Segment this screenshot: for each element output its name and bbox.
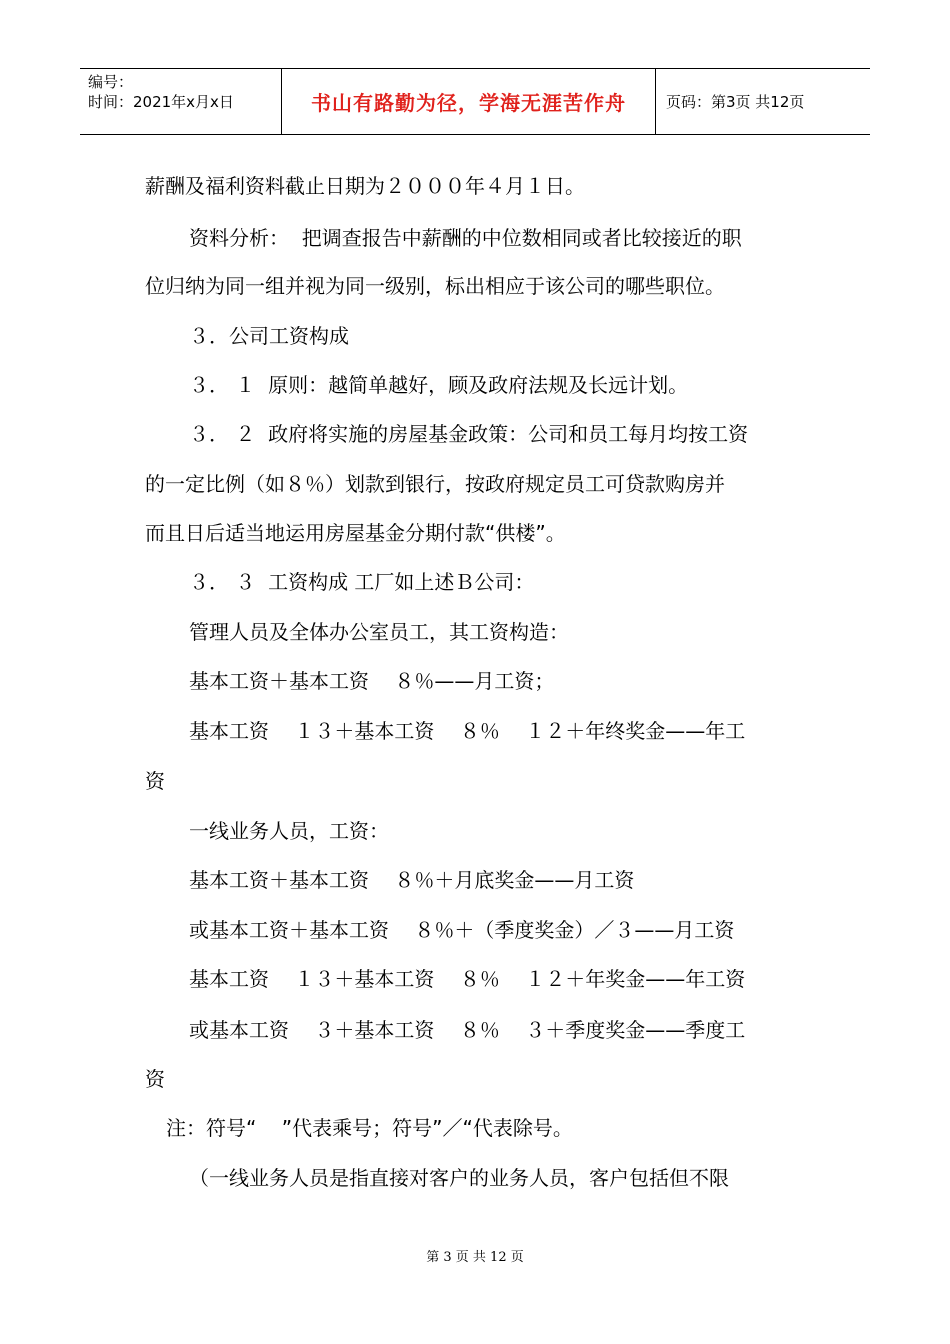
body-line: 薪酬及福利资料截止日期为２０００年４月１日。: [145, 174, 585, 198]
body-line: 基本工资 １３＋基本工资 ８％ １２＋年终奖金——年工: [189, 719, 746, 743]
body-line: ３． ２ 政府将实施的房屋基金政策：公司和员工每月均按工资: [189, 422, 749, 446]
page-info-text: 页码：第3页 共12页: [666, 93, 805, 111]
body-line: 资料分析： 把调查报告中薪酬的中位数相同或者比较接近的职: [189, 226, 742, 250]
body-line: ３． １ 原则：越简单越好，顾及政府法规及长远计划。: [189, 373, 689, 397]
body-line: 资: [145, 769, 165, 793]
body-line: 一线业务人员，工资：: [189, 819, 389, 843]
number-label: 编号：: [88, 73, 134, 91]
body-line: 的一定比例（如８％）划款到银行，按政府规定员工可贷款购房并: [145, 472, 725, 496]
body-line: 位归纳为同一组并视为同一级别，标出相应于该公司的哪些职位。: [145, 274, 725, 298]
body-line: ３． ３ 工资构成 工厂如上述Ｂ公司：: [189, 570, 535, 594]
body-line: 基本工资＋基本工资 ８％＋月底奖金——月工资: [189, 868, 635, 892]
body-line: 或基本工资 ３＋基本工资 ８％ ３＋季度奖金——季度工: [189, 1018, 746, 1042]
body-line: 注：符号“ ”代表乘号；符号”／“代表除号。: [166, 1116, 573, 1140]
time-label: 时间：2021年x月x日: [88, 93, 234, 111]
body-line: 基本工资 １３＋基本工资 ８％ １２＋年奖金——年工资: [189, 967, 746, 991]
page-footer: [0, 1246, 950, 1265]
body-line: 而且日后适当地运用房屋基金分期付款“供楼”。: [145, 521, 566, 545]
motto-text: 书山有路勤为径，学海无涯苦作舟: [311, 91, 626, 115]
body-line: 基本工资＋基本工资 ８％——月工资；: [189, 669, 555, 693]
body-line: 或基本工资＋基本工资 ８％＋（季度奖金）／３——月工资: [189, 918, 735, 942]
body-line: 管理人员及全体办公室员工，其工资构造：: [189, 620, 569, 644]
body-line: （一线业务人员是指直接对客户的业务人员，客户包括但不限: [189, 1166, 729, 1190]
body-line: 资: [145, 1067, 165, 1091]
body-line: ３．公司工资构成: [189, 324, 349, 348]
footer-page-number: 第 3 页 共 12 页: [426, 1250, 524, 1265]
